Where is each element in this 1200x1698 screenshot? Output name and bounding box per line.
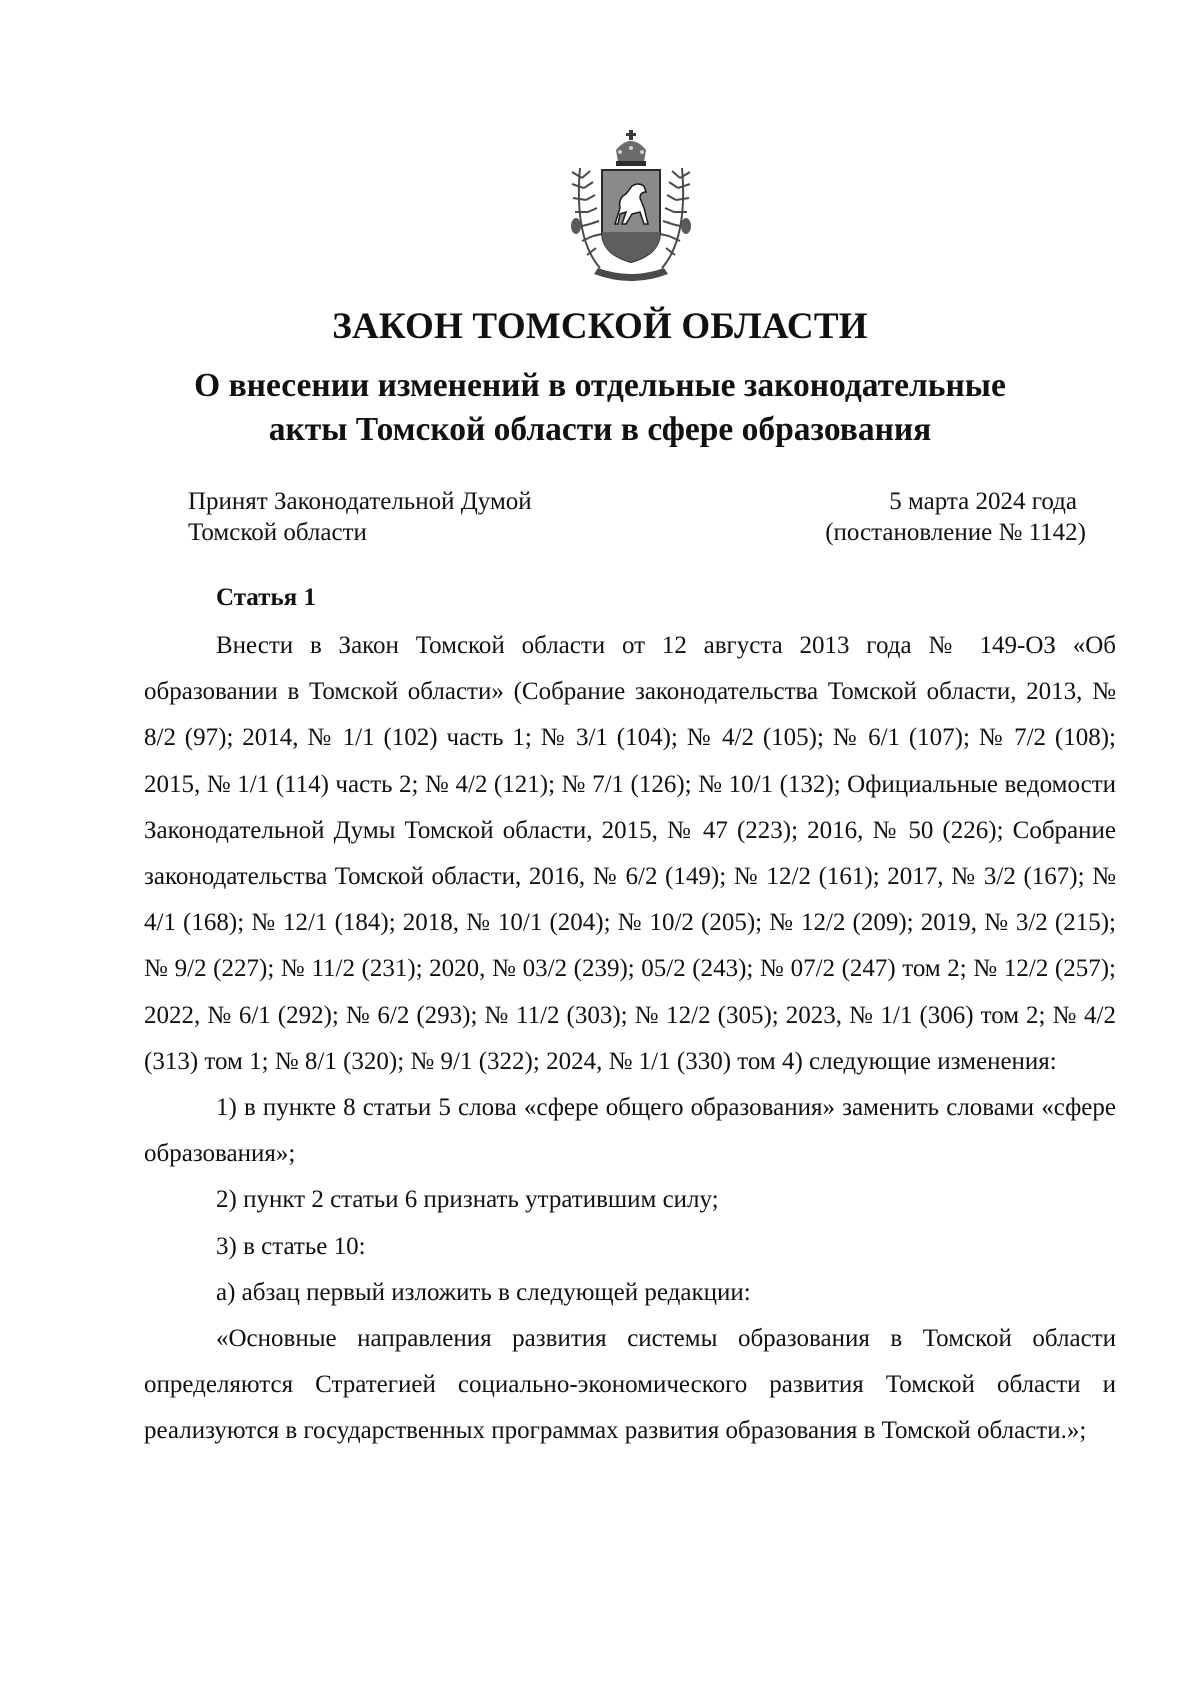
adopted-by xyxy=(188,486,532,548)
subtitle-line: О внесении изменений в отдельные законодательные xyxy=(194,367,1006,404)
law-title: ЗАКОН ТОМСКОЙ ОБЛАСТИ xyxy=(332,306,868,347)
adoption-date xyxy=(770,486,1086,548)
resolution-number: (постановление № 1142) xyxy=(825,519,1086,546)
adoption-date-line: 5 марта 2024 года xyxy=(889,488,1077,515)
article-heading: Статья 1 xyxy=(216,584,316,611)
article-paragraph: 1) в пункте 8 статьи 5 слова «сфере общего образования» заменить словами «сфере образования»; xyxy=(144,1094,1116,1168)
adopted-by-line: Принят Законодательной Думой xyxy=(188,488,532,515)
subtitle-line: акты Томской области в сфере образования xyxy=(268,411,932,448)
article-paragraph: 2) пункт 2 статьи 6 признать утратившим силу; xyxy=(216,1186,719,1214)
cedar-branch-icon xyxy=(660,168,690,268)
article-paragraph: «Основные направления развития системы образования в Томской области определяются Стратегией социально-экономического развития Томской области и реализуются в государственных программах развития образования в Томской области.»; xyxy=(144,1325,1116,1445)
cedar-branch-icon xyxy=(572,168,602,268)
ribbon-icon xyxy=(594,268,668,281)
article-body xyxy=(144,623,1116,1455)
law-subtitle xyxy=(0,364,1200,452)
article-paragraph: а) абзац первый изложить в следующей редакции: xyxy=(216,1278,751,1306)
crown-icon xyxy=(616,130,646,166)
adopted-by-line: Томской области xyxy=(188,519,367,546)
coat-of-arms-icon xyxy=(560,128,702,290)
article-paragraph: 3) в статье 10: xyxy=(216,1232,366,1260)
article-paragraph: Внести в Закон Томской области от 12 августа 2013 года № 149-ОЗ «Об образовании в Томской области» (Собрание законодательства Томской области, 2013, № 8/2 (97); 2014, № 1/1 (102) часть 1; № 3/1 (104); № 4/2 (105); № 6/1 (107); № 7/2 (108); 2015, № 1/1 (114) часть 2; № 4/2 (121); № 7/1 (126); № 10/1 (132); Официальные ведомости Законодательной Думы Томской области, 2015, № 47 (223); 2016, № 50 (226); Собрание законодательства Томской области, 2016, № 6/2 (149); № 12/2 (161); 2017, № 3/2 (167); № 4/1 (168); № 12/1 (184); 2018, № 10/1 (204); № 10/2 (205); № 12/2 (209); 2019, № 3/2 (215); № 9/2 (227); № 11/2 (231); 2020, № 03/2 (239); 05/2 (243); № 07/2 (247) том 2; № 12/2 (257); 2022, № 6/1 (292); № 6/2 (293); № 11/2 (303); № 12/2 (305); 2023, № 1/1 (306) том 2; № 4/2 (313) том 1; № 8/1 (320); № 9/1 (322); 2024, № 1/1 (330) том 4) следующие изменения: xyxy=(144,632,1116,1075)
